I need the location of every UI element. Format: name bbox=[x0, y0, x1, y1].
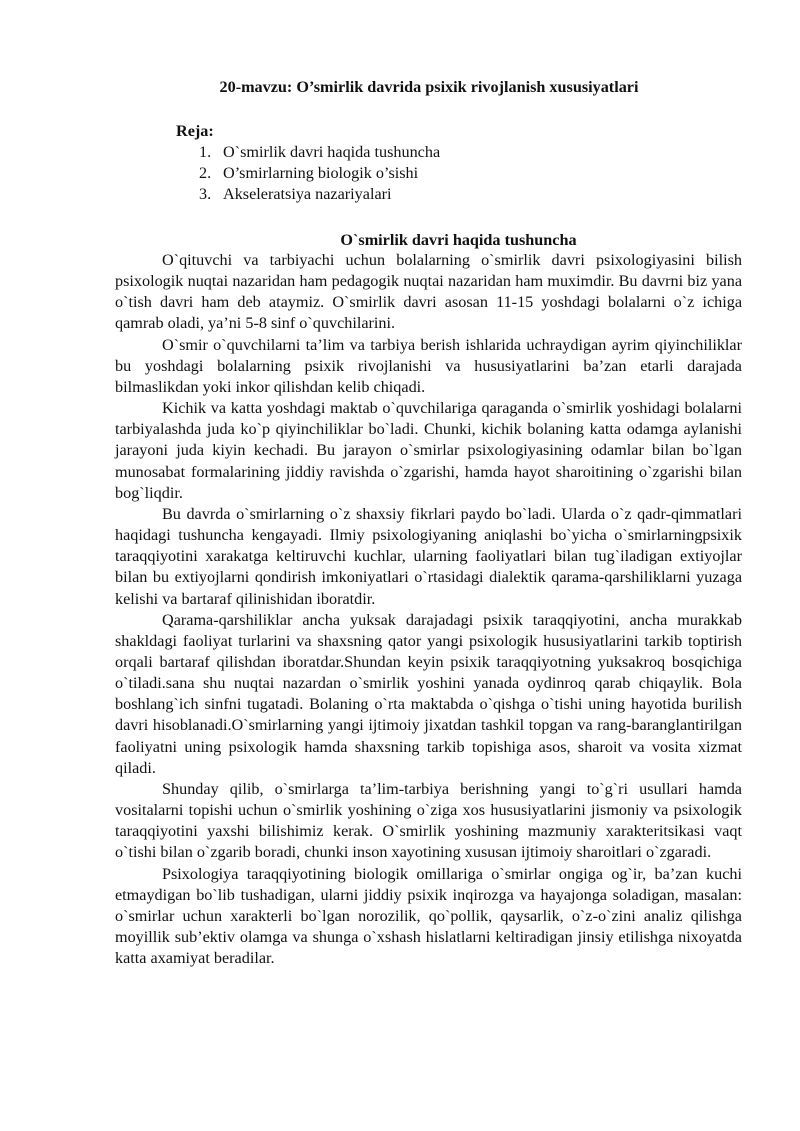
paragraph: Psixologiya taraqqiyotining biologik omillariga o`smirlar ongiga og`ir, ba’zan kuchi etmaydigan bo`lib tushadigan, ularni jiddiy psixik inqirozga va hayajonga soladigan, masalan: o`smirlar uchun xarakterli bo`lgan norozilik, qo`pollik, qaysarlik, o`z-o`zini analiz qilishga moyillik sub’ektiv olamga va shunga o`xshash hislatlarni keltiradigan jinsiy etilishga nixoyatda katta axamiyat beradilar. bbox=[115, 864, 742, 968]
plan-item-number: 2. bbox=[199, 164, 212, 183]
paragraph: O`smir o`quvchilarni ta’lim va tarbiya berish ishlarida uchraydigan ayrim qiyinchiliklar bu yoshdagi bolalarning psixik rivojlanishi va hususiyatlarini ba’zan etarli darajada bilmaslikdan yoki inkor qilishdan kelib chiqadi. bbox=[115, 335, 742, 396]
paragraph: Bu davrda o`smirlarning o`z shaxsiy fikrlari paydo bo`ladi. Ularda o`z qadr-qimmatlari haqidagi tushuncha kengayadi. Ilmiy psixologiyaning aniqlashi bo`yicha o`smirlarningpsixik taraqqiyotini xarakatga keltiruvchi kuchlar, ularning faoliyatlari bilan tug`iladigan extiyojlar bilan bu extiyojlarni qondirish imkoniyatlari o`rtasidagi dialektik qarama-qarshiliklarni yuzaga kelishi va bartaraf qilinishidan iboratdir. bbox=[115, 504, 742, 608]
plan-item-text: O’smirlarning biologik o’sishi bbox=[223, 164, 419, 183]
body-text bbox=[115, 250, 742, 969]
plan-item bbox=[199, 142, 440, 163]
plan-item bbox=[199, 163, 440, 184]
paragraph: Shunday qilib, o`smirlarga ta’lim-tarbiya berishning yangi to`g`ri usullari hamda vositalarni topishi uchun o`smirlik yoshining o`ziga xos hususiyatlarini jismoniy va psixologik taraqqiyotini yaxshi bilishimiz kerak. O`smirlik yoshining mazmuniy xarakteritsikasi vaqt o`tishi bilan o`zgarib boradi, chunki inson xayotining xususan ijtimoiy sharoitlari o`zgaradi. bbox=[115, 779, 742, 862]
document-title: 20-mavzu: O’smirlik davrida psixik rivojlanish xususiyatlari bbox=[219, 78, 639, 96]
plan-item-number: 1. bbox=[199, 143, 212, 161]
plan-item bbox=[199, 184, 440, 205]
paragraph: Qarama-qarshiliklar ancha yuksak darajadagi psixik taraqqiyotini, ancha murakkab shakldagi faoliyat turlarini va shaxsning qator yangi psixologik hususiyatlarini tarkib toptirish orqali bartaraf qilishdan iboratdar.Shundan keyin psixik taraqqiyotning yuksakroq bosqichiga o`tiladi.sana shu nuqtai nazardan o`smirlik yoshini yanada oydinroq qarab chiqaylik. Bola boshlang`ich sinfni tugatadi. Bolaning o`rta maktabda o`qishga o`tishi uning hayotida burilish davri hisoblanadi.O`smirlarning yangi ijtimoiy jixatdan tashkil topgan va rang-baranglantirilgan faoliyatni uning psixologik hamda shaxsning tarkib topishiga asos, sharoit va vosita xizmat qiladi. bbox=[115, 610, 742, 777]
section-heading: O`smirlik davri haqida tushuncha bbox=[340, 231, 577, 249]
paragraph: Kichik va katta yoshdagi maktab o`quvchilariga qaraganda o`smirlik yoshidagi bolalarni tarbiyalashda juda ko`p qiyinchiliklar bo`ladi. Chunki, kichik bolaning katta odamga aylanishi jarayoni juda kiyin kechadi. Bu jarayon o`smirlar psixologiyasining odamlar bilan bo`lgan munosabat formalarining jiddiy ravishda o`zgarishi, hamda hayot sharoitining o`zgarishi bilan bog`liqdir. bbox=[115, 399, 742, 502]
paragraph: O`qituvchi va tarbiyachi uchun bolalarning o`smirlik davri psixologiyasini bilish psixologik nuqtai nazaridan ham pedagogik nuqtai nazaridan ham muximdir. Bu davrni biz yana o`tish davri ham deb ataymiz. O`smirlik davri asosan 11-15 yoshdagi bolalarni o`z ichiga qamrab oladi, ya’ni 5-8 sinf o`quvchilarini. bbox=[115, 251, 742, 333]
plan-label: Reja: bbox=[176, 122, 214, 140]
plan-item-text: O`smirlik davri haqida tushuncha bbox=[223, 143, 441, 161]
plan-list bbox=[199, 142, 440, 206]
plan-item-text: Akseleratsiya nazariyalari bbox=[223, 185, 392, 204]
plan-item-number: 3. bbox=[199, 185, 212, 204]
